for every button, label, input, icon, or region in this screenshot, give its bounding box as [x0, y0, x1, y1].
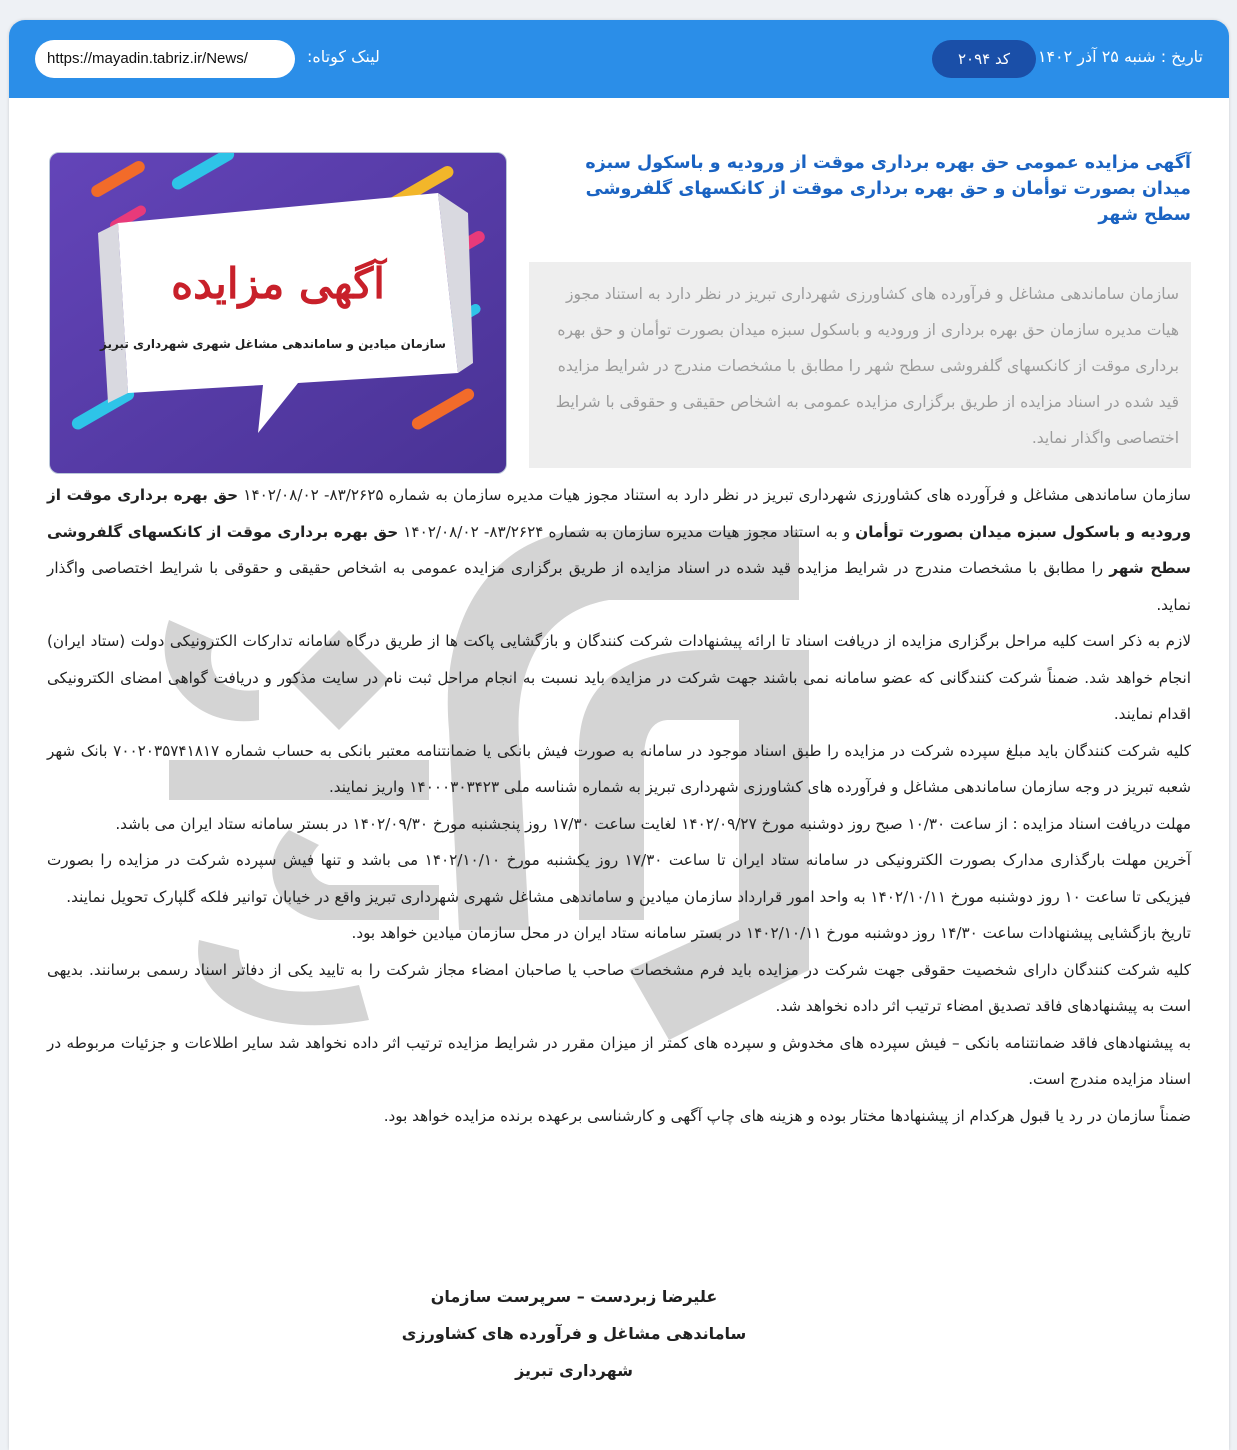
body-paragraph-2: لازم به ذکر است کلیه مراحل برگزاری مزایده از دریافت اسناد تا ارائه پیشنهادات شرکت کنندگان و بازگشایی پاکت ها از طریق درگاه سامانه تدارکات الکترونیکی دولت (ستاد ایران) انجام خواهد شد. ضمناً شرکت کنندگانی که عضو سامانه نمی باشند جهت شرکت در مزایده باید نسبت به انجام مراحل ثبت نام در سایت مذکور و دریافت گواهی امضای الکترونیکی اقدام نمایند.	[47, 632, 1191, 723]
news-code-badge: کد ۲۰۹۴	[932, 40, 1036, 78]
body-paragraph-9: ضمناً سازمان در رد یا قبول هرکدام از پیشنهادها مختار بوده و هزینه های چاپ آگهی و کارشناسی برعهده برنده مزایده خواهد بود.	[383, 1106, 1191, 1125]
body-paragraph-7: کلیه شرکت کنندگان دارای شخصیت حقوقی جهت شرکت در مزایده باید فرم مشخصات صاحب یا صاحبان امضاء مجاز شرکت را به تایید یکی از دفاتر اسناد رسمی برسانند. بدیهی است به پیشنهادهای فاقد تصدیق امضاء ترتیب اثر داده نخواهد شد.	[47, 960, 1191, 1015]
banner-subtitle: سازمان میادین و ساماندهی مشاغل شهری شهرداری تبریز	[100, 337, 446, 351]
news-summary: سازمان ساماندهی مشاغل و فرآورده های کشاورزی شهرداری تبریز در نظر دارد به استناد مجوز هیات مدیره سازمان حق بهره برداری از ورودیه و باسکول سبزه میدان بصورت توأمان و حق بهره برداری موقت از کانکسهای گلفروشی سطح شهر را مطابق با مشخصات مندرج در شرایط مزایده قید شده در اسناد مزایده از طریق برگزاری مزایده عمومی به اشخاص حقیقی و حقوقی با شرایط اختصاصی واگذار نماید.	[529, 262, 1191, 468]
page-frame	[9, 20, 1229, 1450]
signature-name: علیرضا زبردست – سرپرست سازمان	[430, 1287, 718, 1306]
banner-title: آگهی مزایده	[171, 259, 385, 308]
body-paragraph-1: سازمان ساماندهی مشاغل و فرآورده های کشاورزی شهرداری تبریز در نظر دارد به استناد مجوز هیات مدیره سازمان به شماره ۸۳/۲۶۲۵- ۱۴۰۲/۰۸/۰۲ حق بهره برداری موقت از ورودیه و باسکول سبزه میدان بصورت توأمان و به استناد مجوز هیات مدیره سازمان به شماره ۸۳/۲۶۲۴- ۱۴۰۲/۰۸/۰۲ حق بهره برداری موقت از کانکسهای گلفروشی سطح شهر را مطابق با مشخصات مندرج در شرایط مزایده قید شده در اسناد مزایده از طریق برگزاری مزایده عمومی به اشخاص حقیقی و حقوقی با شرایط اختصاصی واگذار نماید.	[47, 486, 1192, 614]
body-paragraph-8: به پیشنهادهای فاقد ضمانتنامه بانکی – فیش سپرده های مخدوش و سپرده های کمتر از میزان مقرر در شرایط مزایده ترتیب اثر داده نخواهد شد سایر اطلاعات و جزئیات مربوطه در اسناد مزایده مندرج است.	[47, 1033, 1191, 1088]
short-link-input[interactable]: https://mayadin.tabriz.ir/News/	[35, 40, 295, 78]
news-title: آگهی مزایده عمومی حق بهره برداری موقت از ورودیه و باسکول سبزه میدان بصورت توأمان و حق بهره برداری موقت از کانکسهای گلفروشی سطح شهر	[585, 153, 1191, 225]
body-paragraph-4: مهلت دریافت اسناد مزایده : از ساعت ۱۰/۳۰ صبح روز دوشنبه مورخ ۱۴۰۲/۰۹/۲۷ لغایت ساعت ۱۷/۳۰ روز پنجشنبه مورخ ۱۴۰۲/۰۹/۳۰ در بستر سامانه ستاد ایران می باشد.	[115, 814, 1191, 833]
signature-org: ساماندهی مشاغل و فرآورده های کشاورزی	[401, 1324, 747, 1343]
auction-banner-image	[49, 152, 507, 474]
signature-block	[299, 1278, 849, 1389]
news-header-bar	[9, 20, 1229, 98]
body-paragraph-3: کلیه شرکت کنندگان باید مبلغ سپرده شرکت در مزایده را طبق اسناد موجود در سامانه به صورت فیش بانکی یا ضمانتنامه معتبر بانکی به حساب شماره ۷۰۰۲۰۳۵۷۴۱۸۱۷ بانک شهر شعبه تبریز در وجه سازمان ساماندهی مشاغل و فرآورده های کشاورزی شهرداری تبریز به شماره شناسه ملی ۱۴۰۰۰۳۰۳۴۲۳ واریز نمایند.	[47, 741, 1192, 796]
news-date: تاریخ : شنبه ۲۵ آذر ۱۴۰۲	[1037, 47, 1203, 66]
short-link-label: لینک کوتاه:	[307, 47, 380, 66]
news-body	[47, 477, 1191, 1134]
signature-city: شهرداری تبریز	[515, 1361, 633, 1380]
body-paragraph-5: آخرین مهلت بارگذاری مدارک بصورت الکترونیکی در سامانه ستاد ایران تا ساعت ۱۷/۳۰ روز یکشنبه مورخ ۱۴۰۲/۱۰/۱۰ می باشد و تنها فیش سپرده شرکت در مزایده را بصورت فیزیکی تا ساعت ۱۰ روز دوشنبه مورخ ۱۴۰۲/۱۰/۱۱ به واحد امور قرارداد سازمان میادین و ساماندهی مشاغل شهری شهرداری تبریز واقع در خیابان توانیر فلکه گلپارک تحویل نمایند.	[47, 851, 1192, 906]
body-paragraph-6: تاریخ بازگشایی پیشنهادات ساعت ۱۴/۳۰ روز دوشنبه مورخ ۱۴۰۲/۱۰/۱۱ در بستر سامانه ستاد ایران در محل سازمان میادین خواهد بود.	[351, 924, 1191, 942]
